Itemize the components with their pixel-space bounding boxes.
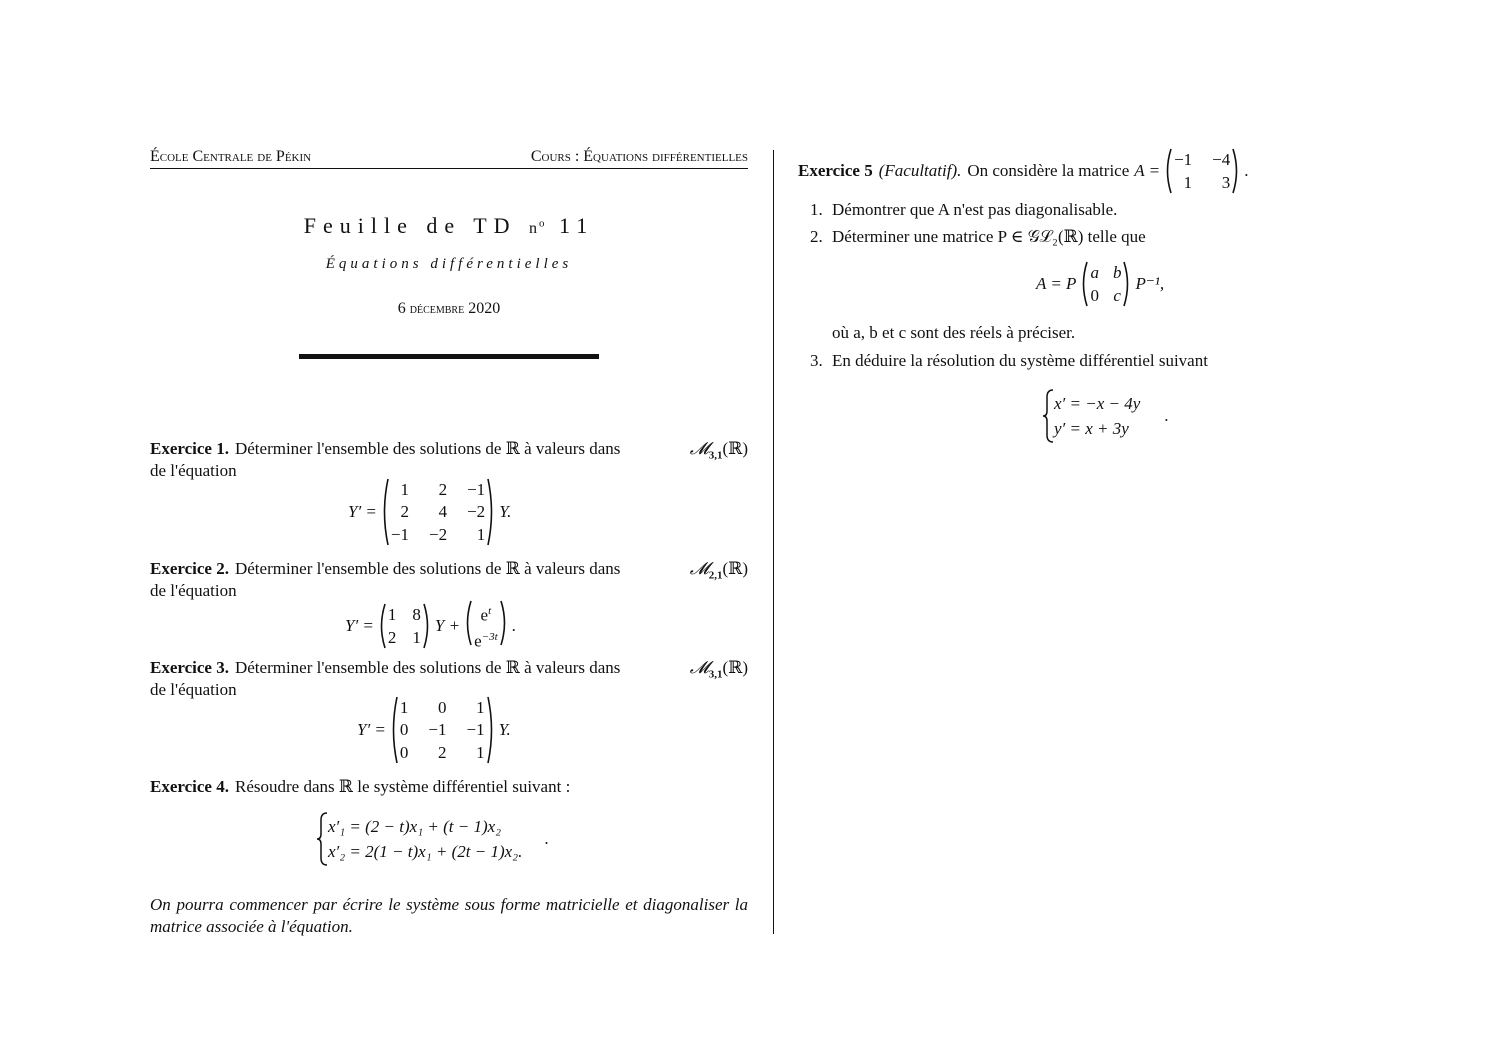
question-3: 3. En déduire la résolution du système différentiel suivant <box>810 351 1208 370</box>
page-header <box>150 148 748 169</box>
vector: $e^t$ $e^{-3t}$ <box>463 600 509 652</box>
exercise-3-equation: Y′ = 1 0 1 0 −1 −1 0 2 1 Y. <box>357 696 511 764</box>
exercise-2: Exercice 2. Déterminer l'ensemble des solutions de ℝ à valeurs dans 𝓜$_{2,1}$(ℝ) de l'équation <box>150 559 748 600</box>
exercise-4: Exercice 4. Résoudre dans ℝ le système différentiel suivant : <box>150 777 571 796</box>
exercise-1-equation: Y′ = 1 2 −1 2 4 −2 −1 −2 1 Y. <box>348 478 511 546</box>
system-equation-1: x′ = −x − 4y <box>1054 394 1141 413</box>
header-course: Cours : Équations différentielles <box>530 148 748 165</box>
matrix: a b 0 c <box>1079 261 1132 307</box>
matrix: 1 2 −1 2 4 −2 −1 −2 1 <box>380 478 496 546</box>
system-equation-1: x′₁ = (2 − t)x₁ + (t − 1)x₂ <box>328 817 502 836</box>
system-equation-2: x′₂ = 2(1 − t)x₁ + (2t − 1)x₂. <box>328 842 523 861</box>
system-equation-2: y′ = x + 3y <box>1054 419 1129 438</box>
matrix: −1 −4 1 3 <box>1163 148 1241 194</box>
exercise-1: Exercice 1. Déterminer l'ensemble des solutions de ℝ à valeurs dans 𝓜$_{3,1}$(ℝ) de l'équation <box>150 439 748 480</box>
matrix: 1 0 1 0 −1 −1 0 2 1 <box>389 696 496 764</box>
exercise-4-hint: On pourra commencer par écrire le système sous forme matricielle et diagonaliser la matrice associée à l'équation. <box>150 895 748 936</box>
exercise-4-system: x′₁ = (2 − t)x₁ + (t − 1)x₂ x′₂ = 2(1 − t)x₁ + (2t − 1)x₂. . <box>316 812 549 866</box>
question-2-note: où a, b et c sont des réels à préciser. <box>832 323 1076 342</box>
sheet-title: Feuille de TD $n^o$ 11 <box>303 213 595 238</box>
exercise-5-system: x′ = −x − 4y y′ = x + 3y . <box>1042 389 1169 443</box>
header-school: École Centrale de Pékin <box>150 148 312 165</box>
left-column <box>150 148 748 936</box>
question-2-equation: A = P a b 0 c P⁻¹, <box>1036 261 1164 307</box>
exercise-2-equation: Y′ = 1 8 2 1 Y + $e^t$ $e^{-3t}$ . <box>345 600 516 652</box>
sheet-date: 6 décembre 2020 <box>397 300 501 317</box>
sheet-subtitle: Équations différentielles <box>325 256 573 272</box>
question-2: 2. Déterminer une matrice P ∈ 𝒢ℒ₂(ℝ) telle que <box>810 227 1146 246</box>
column-divider <box>773 150 774 934</box>
exercise-5: Exercice 5 (Facultatif). On considère la matrice A = −1 −4 1 3 . <box>798 148 1249 194</box>
question-1: 1. Démontrer que A n'est pas diagonalisable. <box>810 200 1118 219</box>
exercise-5-questions <box>798 196 1372 250</box>
exercise-3: Exercice 3. Déterminer l'ensemble des solutions de ℝ à valeurs dans 𝓜$_{3,1}$(ℝ) de l'équation <box>150 658 748 699</box>
exercise-5-questions-cont <box>798 347 1372 374</box>
matrix: 1 8 2 1 <box>377 603 432 649</box>
title-rule <box>299 354 599 359</box>
